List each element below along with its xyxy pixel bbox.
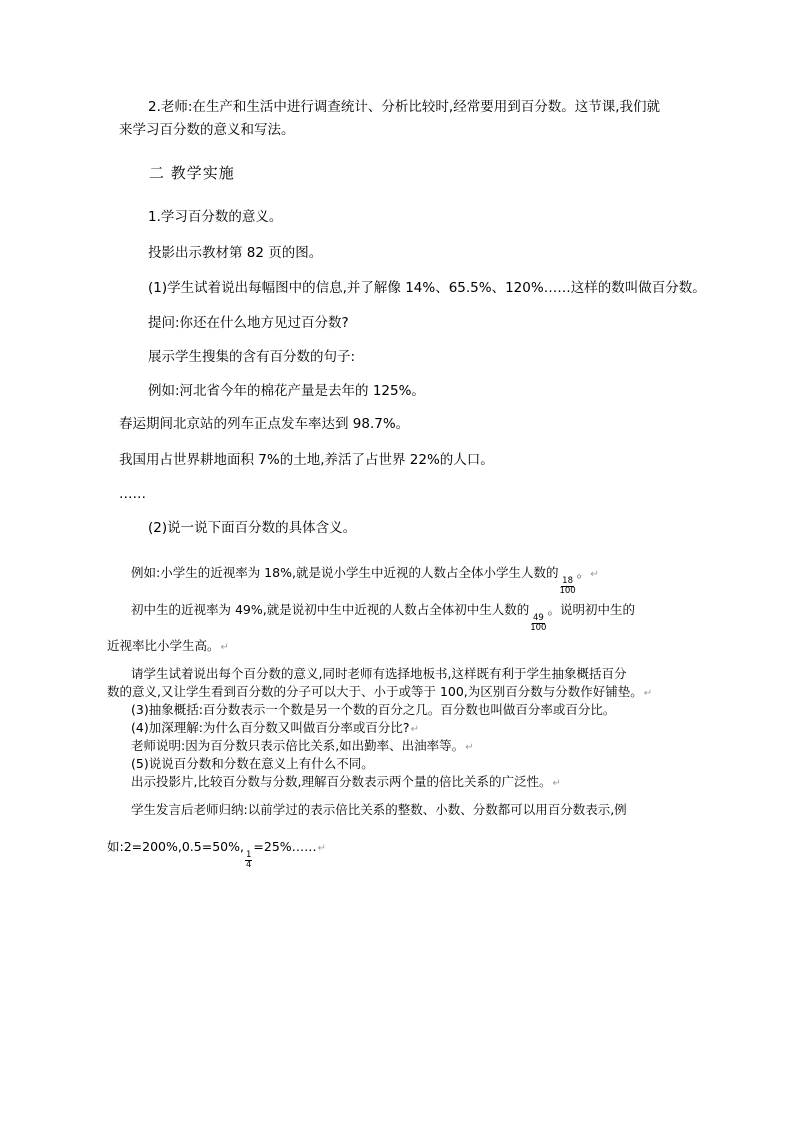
intro-line-2: 来学习百分数的意义和写法。 <box>119 122 295 138</box>
question-4 <box>131 719 419 739</box>
paragraph-mark-icon: ↵ <box>410 724 419 735</box>
example-middle-text: 初中生的近视率为 49%,就是说初中生中近视的人数占全体初中生人数的 <box>131 602 530 617</box>
paragraph-mark-icon: ↵ <box>317 843 327 854</box>
conclusion-text: 近视率比小学生高。 <box>107 638 220 653</box>
fraction-numerator: 1 <box>245 850 252 860</box>
fraction-denominator: 100 <box>559 586 576 596</box>
question-4-text: (4)加深理解:为什么百分数又叫做百分率或百分比? <box>131 720 410 735</box>
show-line: 展示学生搜集的含有百分数的句子: <box>148 349 356 365</box>
example-cotton: 例如:河北省今年的棉花产量是去年的 125%。 <box>148 383 425 399</box>
fraction-18-100 <box>559 577 575 596</box>
example-primary-text: 例如:小学生的近视率为 18%,就是说小学生中近视的人数占全体小学生人数的 <box>131 565 559 580</box>
fraction-1-4 <box>245 851 252 870</box>
slide-line-text: 出示投影片,比较百分数与分数,理解百分数表示两个量的倍比关系的广泛性。 <box>131 774 552 789</box>
ellipsis-line: …… <box>119 486 146 502</box>
paragraph-mark-icon: ↵ <box>220 642 229 653</box>
fraction-numerator: 49 <box>532 613 544 623</box>
intro-line-1: 2.老师:在生产和生活中进行调查统计、分析比较时,经常要用到百分数。这节课,我们就 <box>148 99 661 115</box>
teach-line-2 <box>107 683 652 703</box>
fraction-numerator: 18 <box>562 576 573 586</box>
paragraph-mark-icon: ↵ <box>465 742 474 753</box>
paragraph-mark-icon: ↵ <box>643 688 653 699</box>
slide-line <box>131 773 561 793</box>
summary-line-2-tail: =25%…… <box>253 839 317 854</box>
example-train: 春运期间北京站的列车正点发车率达到 98.7%。 <box>119 416 410 432</box>
period-mark: 。 <box>576 565 590 580</box>
summary-line-2 <box>107 838 326 870</box>
question-5: (5)说说百分数和分数在意义上有什么不同。 <box>131 756 374 771</box>
example-land: 我国用占世界耕地面积 7%的土地,养活了占世界 22%的人口。 <box>119 452 494 468</box>
question-1: (1)学生试着说出每幅图中的信息,并了解像 14%、65.5%、120%……这样的数叫做百分数。 <box>148 280 706 296</box>
step-1-heading: 1.学习百分数的意义。 <box>148 209 283 225</box>
fraction-denominator: 100 <box>530 623 547 633</box>
example-middle-conclusion <box>107 637 229 657</box>
fraction-49-100 <box>530 614 546 633</box>
summary-line-2-text: 如:2=200%,0.5=50%, <box>107 839 244 854</box>
projection-line: 投影出示教材第 82 页的图。 <box>148 245 323 261</box>
teacher-explain <box>131 737 474 757</box>
paragraph-mark-icon: ↵ <box>590 569 599 580</box>
fraction-denominator: 4 <box>245 860 252 870</box>
ask-line: 提问:你还在什么地方见过百分数? <box>148 315 349 331</box>
question-3: (3)抽象概括:百分数表示一个数是另一个数的百分之几。百分数也叫做百分率或百分比。 <box>131 702 616 717</box>
section-heading: 二 教学实施 <box>149 164 235 182</box>
example-primary <box>131 564 599 596</box>
teach-line-2-text: 数的意义,又让学生看到百分数的分子可以大于、小于或等于 100,为区别百分数与分数作好铺垫。 <box>107 684 643 699</box>
question-2: (2)说一说下面百分数的具体含义。 <box>148 520 357 536</box>
teach-line-1: 请学生试着说出每个百分数的意义,同时老师有选择地板书,这样既有利于学生抽象概括百分 <box>131 666 627 681</box>
example-middle <box>131 601 635 633</box>
summary-line-1: 学生发言后老师归纳:以前学过的表示倍比关系的整数、小数、分数都可以用百分数表示,例 <box>131 802 627 817</box>
teacher-explain-text: 老师说明:因为百分数只表示倍比关系,如出勤率、出油率等。 <box>131 738 465 753</box>
example-middle-tail: 。说明初中生的 <box>547 602 635 617</box>
paragraph-mark-icon: ↵ <box>552 778 561 789</box>
